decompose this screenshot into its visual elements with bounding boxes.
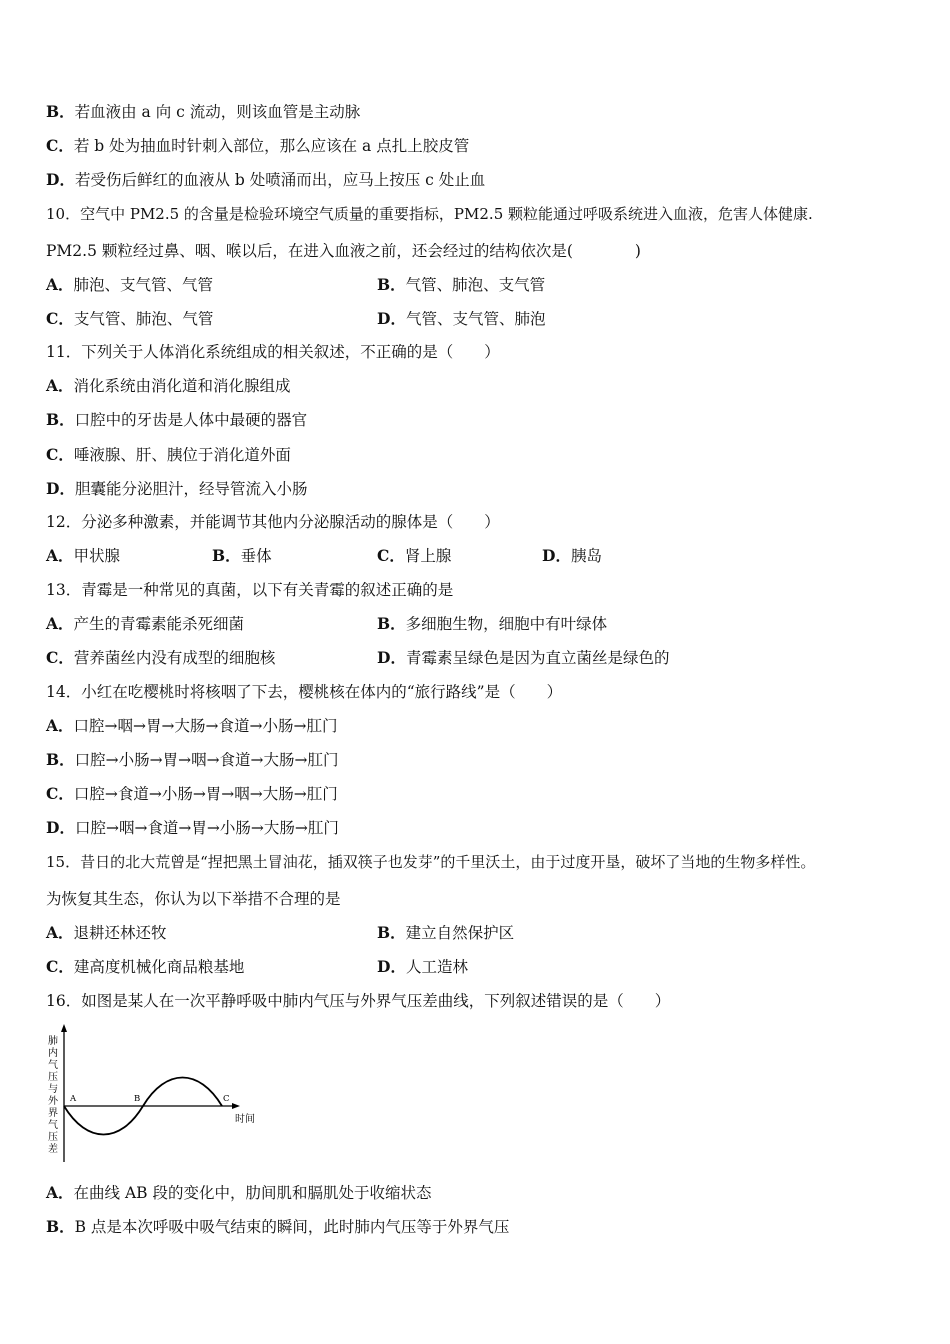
option-text: 消化系统由消化道和消化腺组成 xyxy=(73,377,291,395)
q11-stem: 11．下列关于人体消化系统组成的相关叙述，不正确的是（ ） xyxy=(46,343,500,361)
q11-option-b xyxy=(46,410,307,430)
q11-option-c xyxy=(46,445,291,465)
option-text: 口腔→咽→胃→大肠→食道→小肠→肛门 xyxy=(73,717,338,735)
option-text: 若血液由 a 向 c 流动，则该血管是主动脉 xyxy=(74,103,361,121)
option-text: 甲状腺 xyxy=(73,547,121,565)
option-text: 肺泡、支气管、气管 xyxy=(73,276,214,294)
option-label: B． xyxy=(377,275,406,294)
option-label: A． xyxy=(46,923,74,942)
q9-option-b xyxy=(46,102,360,122)
option-text: 肾上腺 xyxy=(404,547,452,565)
q15-option-c xyxy=(46,957,244,977)
option-label: A． xyxy=(46,546,74,565)
option-label: B． xyxy=(46,1217,75,1236)
option-text: 建高度机械化商品粮基地 xyxy=(73,958,245,976)
option-label: B． xyxy=(212,546,241,565)
q15-option-d xyxy=(377,957,468,977)
option-text: 支气管、肺泡、气管 xyxy=(73,310,214,328)
point-a-label: A xyxy=(70,1094,77,1104)
q14-stem: 14．小红在吃樱桃时将核咽了下去，樱桃核在体内的“旅行路线”是（ ） xyxy=(46,683,563,701)
option-text: 在曲线 AB 段的变化中，肋间肌和膈肌处于收缩状态 xyxy=(73,1184,432,1202)
option-label: C． xyxy=(46,309,74,328)
option-text: B 点是本次呼吸中吸气结束的瞬间，此时肺内气压等于外界气压 xyxy=(74,1218,510,1236)
q14-option-b xyxy=(46,750,339,770)
option-text: 垂体 xyxy=(240,547,272,565)
option-label: C． xyxy=(46,784,74,803)
y-axis-label-char: 外 xyxy=(48,1096,58,1107)
y-axis-label-char: 压 xyxy=(48,1072,58,1083)
option-label: C． xyxy=(46,445,74,464)
q13-option-c xyxy=(46,648,275,668)
q12-stem: 12．分泌多种激素，并能调节其他内分泌腺活动的腺体是（ ） xyxy=(46,513,500,531)
y-axis-label-char: 肺 xyxy=(48,1036,58,1047)
q16-stem: 16．如图是某人在一次平静呼吸中肺内气压与外界气压差曲线，下列叙述错误的是（ ） xyxy=(46,992,671,1010)
option-text: 气管、支气管、肺泡 xyxy=(405,310,546,328)
option-text: 产生的青霉素能杀死细菌 xyxy=(73,615,245,633)
option-label: D． xyxy=(377,957,406,976)
q12-option-c xyxy=(377,546,451,566)
q10-option-d xyxy=(377,309,545,329)
option-text: 建立自然保护区 xyxy=(405,924,515,942)
q11-option-a xyxy=(46,376,291,396)
option-label: C． xyxy=(377,546,405,565)
option-text: 多细胞生物，细胞中有叶绿体 xyxy=(405,615,608,633)
q10-stem-line-2: PM2.5 颗粒经过鼻、咽、喉以后，在进入血液之前，还会经过的结构依次是( ) xyxy=(46,242,641,260)
option-label: B． xyxy=(46,410,75,429)
option-text: 胰岛 xyxy=(570,547,602,565)
option-label: B． xyxy=(377,614,406,633)
option-text: 口腔中的牙齿是人体中最硬的器官 xyxy=(74,411,308,429)
option-text: 若受伤后鲜红的血液从 b 处喷涌而出，应马上按压 c 处止血 xyxy=(74,171,486,189)
q11-option-d xyxy=(46,479,307,499)
option-text: 气管、肺泡、支气管 xyxy=(405,276,546,294)
option-label: C． xyxy=(46,648,74,667)
q16-option-b xyxy=(46,1217,509,1237)
option-label: A． xyxy=(46,376,74,395)
y-axis-label-char: 差 xyxy=(48,1144,58,1155)
q10-stem-line-1: 10．空气中 PM2.5 的含量是检验环境空气质量的重要指标，PM2.5 颗粒能通过呼吸系统进入血液，危害人体健康. xyxy=(46,205,813,223)
option-text: 口腔→咽→食道→胃→小肠→大肠→肛门 xyxy=(74,819,339,837)
point-b-label: B xyxy=(134,1094,141,1104)
pressure-difference-figure xyxy=(42,1020,272,1170)
option-text: 唾液腺、肝、胰位于消化道外面 xyxy=(73,446,291,464)
y-axis-label-char: 与 xyxy=(48,1084,58,1095)
q13-stem: 13．青霉是一种常见的真菌，以下有关青霉的叙述正确的是 xyxy=(46,581,454,599)
option-text: 胆囊能分泌胆汁，经导管流入小肠 xyxy=(74,480,308,498)
option-label: D． xyxy=(377,309,406,328)
y-axis-label-char: 内 xyxy=(48,1048,58,1059)
q15-stem-line-2: 为恢复其生态，你认为以下举措不合理的是 xyxy=(46,890,341,908)
x-axis-arrow-icon xyxy=(232,1103,240,1109)
q9-option-d xyxy=(46,170,485,190)
option-label: C． xyxy=(46,957,74,976)
q13-option-b xyxy=(377,614,607,634)
point-c-label: C xyxy=(223,1094,230,1104)
q12-option-b xyxy=(212,546,272,566)
q9-option-c xyxy=(46,136,469,156)
q15-option-a xyxy=(46,923,167,943)
q13-option-d xyxy=(377,648,669,668)
option-text: 营养菌丝内没有成型的细胞核 xyxy=(73,649,276,667)
q14-option-c xyxy=(46,784,338,804)
y-axis-label-char: 界 xyxy=(48,1108,58,1119)
option-label: D． xyxy=(46,170,75,189)
q12-option-d xyxy=(542,546,602,566)
y-axis-arrow-icon xyxy=(61,1024,67,1032)
option-label: D． xyxy=(377,648,406,667)
option-label: A． xyxy=(46,1183,74,1202)
q15-stem-line-1: 15．昔日的北大荒曾是“捏把黑土冒油花，插双筷子也发芽”的千里沃土，由于过度开垦，破坏了当地的生物多样性。 xyxy=(46,853,816,871)
option-text: 口腔→小肠→胃→咽→食道→大肠→肛门 xyxy=(74,751,339,769)
option-label: A． xyxy=(46,716,74,735)
q14-option-d xyxy=(46,818,339,838)
option-label: B． xyxy=(46,102,75,121)
option-label: A． xyxy=(46,275,74,294)
option-text: 若 b 处为抽血时针刺入部位，那么应该在 a 点扎上胶皮管 xyxy=(73,137,470,155)
q10-option-b xyxy=(377,275,545,295)
q12-option-a xyxy=(46,546,120,566)
option-label: D． xyxy=(46,479,75,498)
q10-option-a xyxy=(46,275,213,295)
option-label: C． xyxy=(46,136,74,155)
q14-option-a xyxy=(46,716,337,736)
option-text: 青霉素呈绿色是因为直立菌丝是绿色的 xyxy=(405,649,670,667)
option-label: B． xyxy=(46,750,75,769)
option-label: A． xyxy=(46,614,74,633)
q13-option-a xyxy=(46,614,244,634)
q10-option-c xyxy=(46,309,213,329)
x-axis-label: 时间 xyxy=(235,1114,255,1125)
option-label: D． xyxy=(542,546,571,565)
option-label: D． xyxy=(46,818,75,837)
option-label: B． xyxy=(377,923,406,942)
option-text: 退耕还林还牧 xyxy=(73,924,167,942)
q16-option-a xyxy=(46,1183,431,1203)
y-axis-label-char: 气 xyxy=(48,1120,58,1131)
q15-option-b xyxy=(377,923,514,943)
option-text: 口腔→食道→小肠→胃→咽→大肠→肛门 xyxy=(73,785,338,803)
y-axis-label-char: 气 xyxy=(48,1060,58,1071)
option-text: 人工造林 xyxy=(405,958,468,976)
y-axis-label-char: 压 xyxy=(48,1132,58,1143)
